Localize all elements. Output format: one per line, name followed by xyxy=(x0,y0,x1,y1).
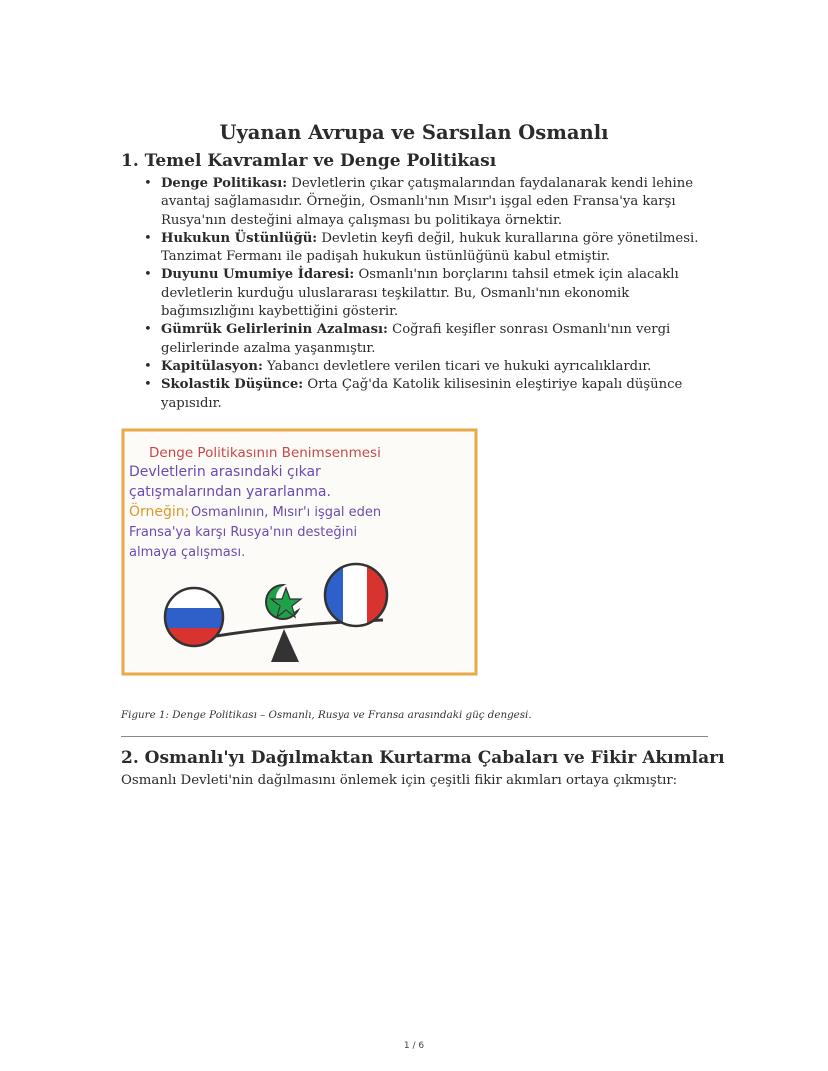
list-item xyxy=(121,376,721,413)
term-description: Coğrafi keşifler sonrası Osmanlı'nın vergi gelirlerinde azalma yaşanmıştır. xyxy=(161,322,671,356)
bullet-icon: • xyxy=(144,358,152,374)
figure-image xyxy=(121,428,478,676)
term-description: Devletlerin çıkar çatışmalarından faydalanarak kendi lehine avantaj sağlamasıdır. Örneğin, Osmanlı'nın Mısır'ı işgal eden Fransa'ya karşı Rusya'nın desteğini almaya çalışması bu politikaya örnektir. xyxy=(161,176,694,228)
term-description: Devletin keyfi değil, hukuk kurallarına göre yönetilmesi. Tanzimat Fermanı ile padişah hukukun üstünlüğünü kabul etmiştir. xyxy=(161,230,699,265)
bullet-icon: • xyxy=(144,230,152,246)
term-label: Skolastik Düşünce: xyxy=(161,377,304,393)
page-number: 1 / 6 xyxy=(403,1041,425,1051)
list-item xyxy=(121,266,721,321)
balance-illustration xyxy=(121,428,478,676)
bullet-icon: • xyxy=(144,267,152,283)
figure-line-text: Osmanlının, Mısır'ı işgal eden xyxy=(191,505,382,520)
list-item xyxy=(121,321,721,358)
term-description: Yabancı devletlere verilen ticari ve hukuki ayrıcalıklardır. xyxy=(262,358,652,374)
list-item xyxy=(121,358,721,376)
section-1-heading: 1. Temel Kavramlar ve Denge Politikası xyxy=(121,151,497,171)
bullet-icon: • xyxy=(144,377,152,393)
term-label: Gümrük Gelirlerinin Azalması: xyxy=(161,322,388,338)
term-label: Denge Politikası: xyxy=(161,176,288,191)
concept-list xyxy=(121,175,721,413)
bullet-icon: • xyxy=(144,176,152,191)
section-2-heading: 2. Osmanlı'yı Dağılmaktan Kurtarma Çabaları ve Fikir Akımları xyxy=(121,748,725,768)
term-description: Osmanlı'nın borçlarını tahsil etmek için alacaklı devletlerin kurduğu uluslararası teşkilattır. Bu, Osmanlı'nın ekonomik bağımsızlığını kaybettiğini gösterir. xyxy=(161,267,679,320)
term-description: Orta Çağ'da Katolik kilisesinin eleştiriye kapalı düşünce yapısıdır. xyxy=(161,377,683,411)
term-label: Duyunu Umumiye İdaresi: xyxy=(161,267,355,283)
figure-line-text: Fransa'ya karşı Rusya'nın desteğini xyxy=(129,525,358,540)
figure-caption: Figure 1: Denge Politikası – Osmanlı, Rusya ve Fransa arasındaki güç dengesi. xyxy=(121,709,532,721)
list-item xyxy=(121,230,721,267)
bullet-icon: • xyxy=(144,322,152,338)
term-label: Hukukun Üstünlüğü: xyxy=(161,230,318,246)
figure-line-text: almaya çalışması. xyxy=(129,545,246,560)
figure-example-label: Örneğin; xyxy=(129,504,190,520)
list-item xyxy=(121,175,721,230)
figure-line-text: çatışmalarından yararlanma. xyxy=(129,484,331,500)
figure-line-text: Devletlerin arasındaki çıkar xyxy=(129,464,321,480)
figure-title-text: Denge Politikasının Benimsenmesi xyxy=(149,445,381,461)
section-divider xyxy=(121,736,708,737)
term-label: Kapitülasyon: xyxy=(161,358,263,374)
section-2-intro: Osmanlı Devleti'nin dağılmasını önlemek için çeşitli fikir akımları ortaya çıkmıştır: xyxy=(121,773,678,788)
document-title: Uyanan Avrupa ve Sarsılan Osmanlı xyxy=(219,121,609,144)
